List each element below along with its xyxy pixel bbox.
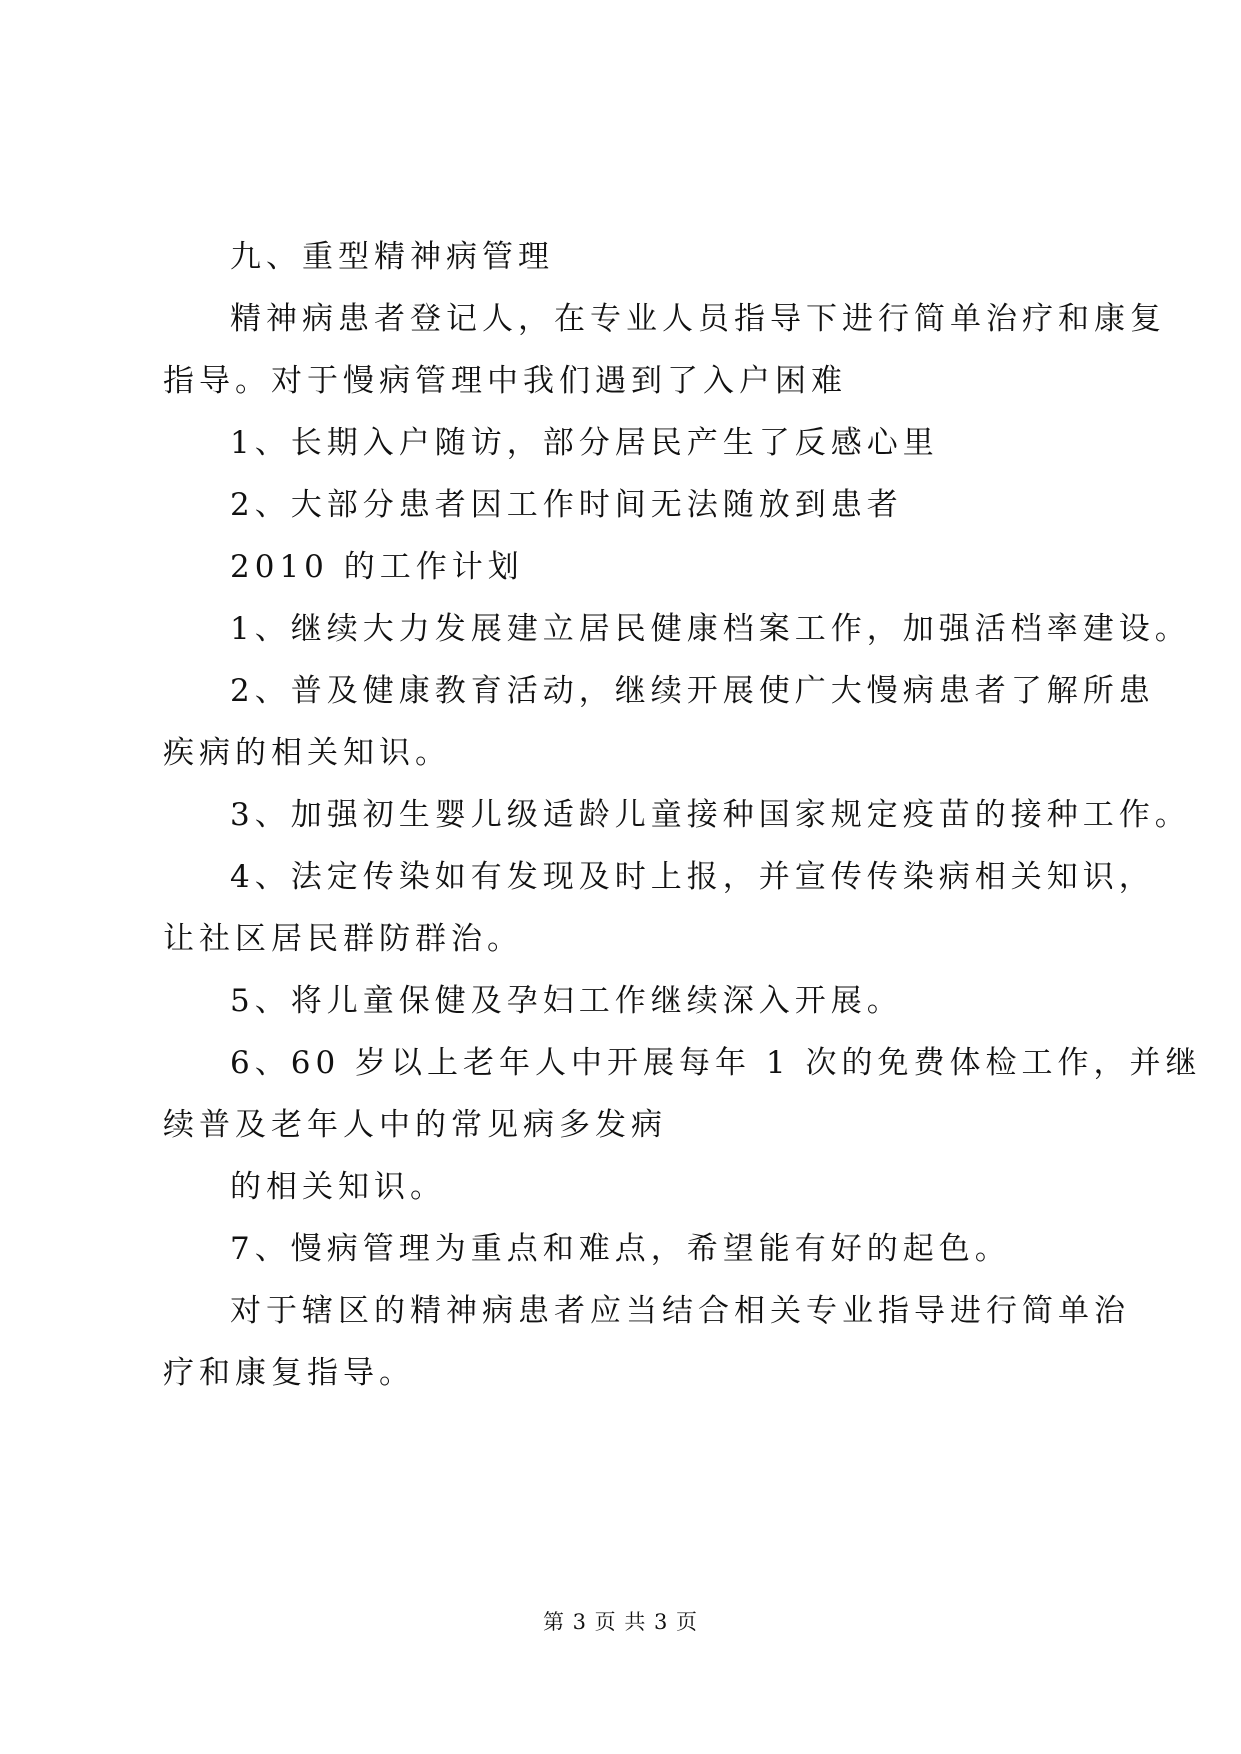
paragraph-line: 精神病患者登记人，在专业人员指导下进行简单治疗和康复	[230, 301, 1166, 337]
list-item: 1、继续大力发展建立居民健康档案工作，加强活档率建设。	[230, 611, 1191, 647]
list-item-continuation: 疾病的相关知识。	[163, 735, 451, 771]
subheading: 2010 的工作计划	[230, 549, 524, 585]
list-item: 2、普及健康教育活动，继续开展使广大慢病患者了解所患	[230, 673, 1155, 709]
page-number-footer: 第 3 页 共 3 页	[542, 1610, 699, 1634]
paragraph-line: 对于辖区的精神病患者应当结合相关专业指导进行简单治	[230, 1293, 1130, 1329]
paragraph-line: 指导。对于慢病管理中我们遇到了入户困难	[163, 363, 847, 399]
list-item-continuation: 续普及老年人中的常见病多发病	[163, 1107, 667, 1143]
section-heading: 九、重型精神病管理	[230, 239, 554, 275]
list-item: 7、慢病管理为重点和难点，希望能有好的起色。	[230, 1231, 1011, 1267]
list-item-continuation: 的相关知识。	[230, 1169, 446, 1205]
list-item: 3、加强初生婴儿级适龄儿童接种国家规定疫苗的接种工作。	[230, 797, 1191, 833]
list-item: 1、长期入户随访，部分居民产生了反感心里	[230, 425, 939, 461]
list-item-continuation: 让社区居民群防群治。	[163, 921, 523, 957]
paragraph-line: 疗和康复指导。	[163, 1355, 415, 1391]
list-item: 4、法定传染如有发现及时上报，并宣传传染病相关知识，	[230, 859, 1155, 895]
list-item: 5、将儿童保健及孕妇工作继续深入开展。	[230, 983, 903, 1019]
list-item: 2、大部分患者因工作时间无法随放到患者	[230, 487, 903, 523]
list-item: 6、60 岁以上老年人中开展每年 1 次的免费体检工作，并继	[230, 1045, 1202, 1081]
